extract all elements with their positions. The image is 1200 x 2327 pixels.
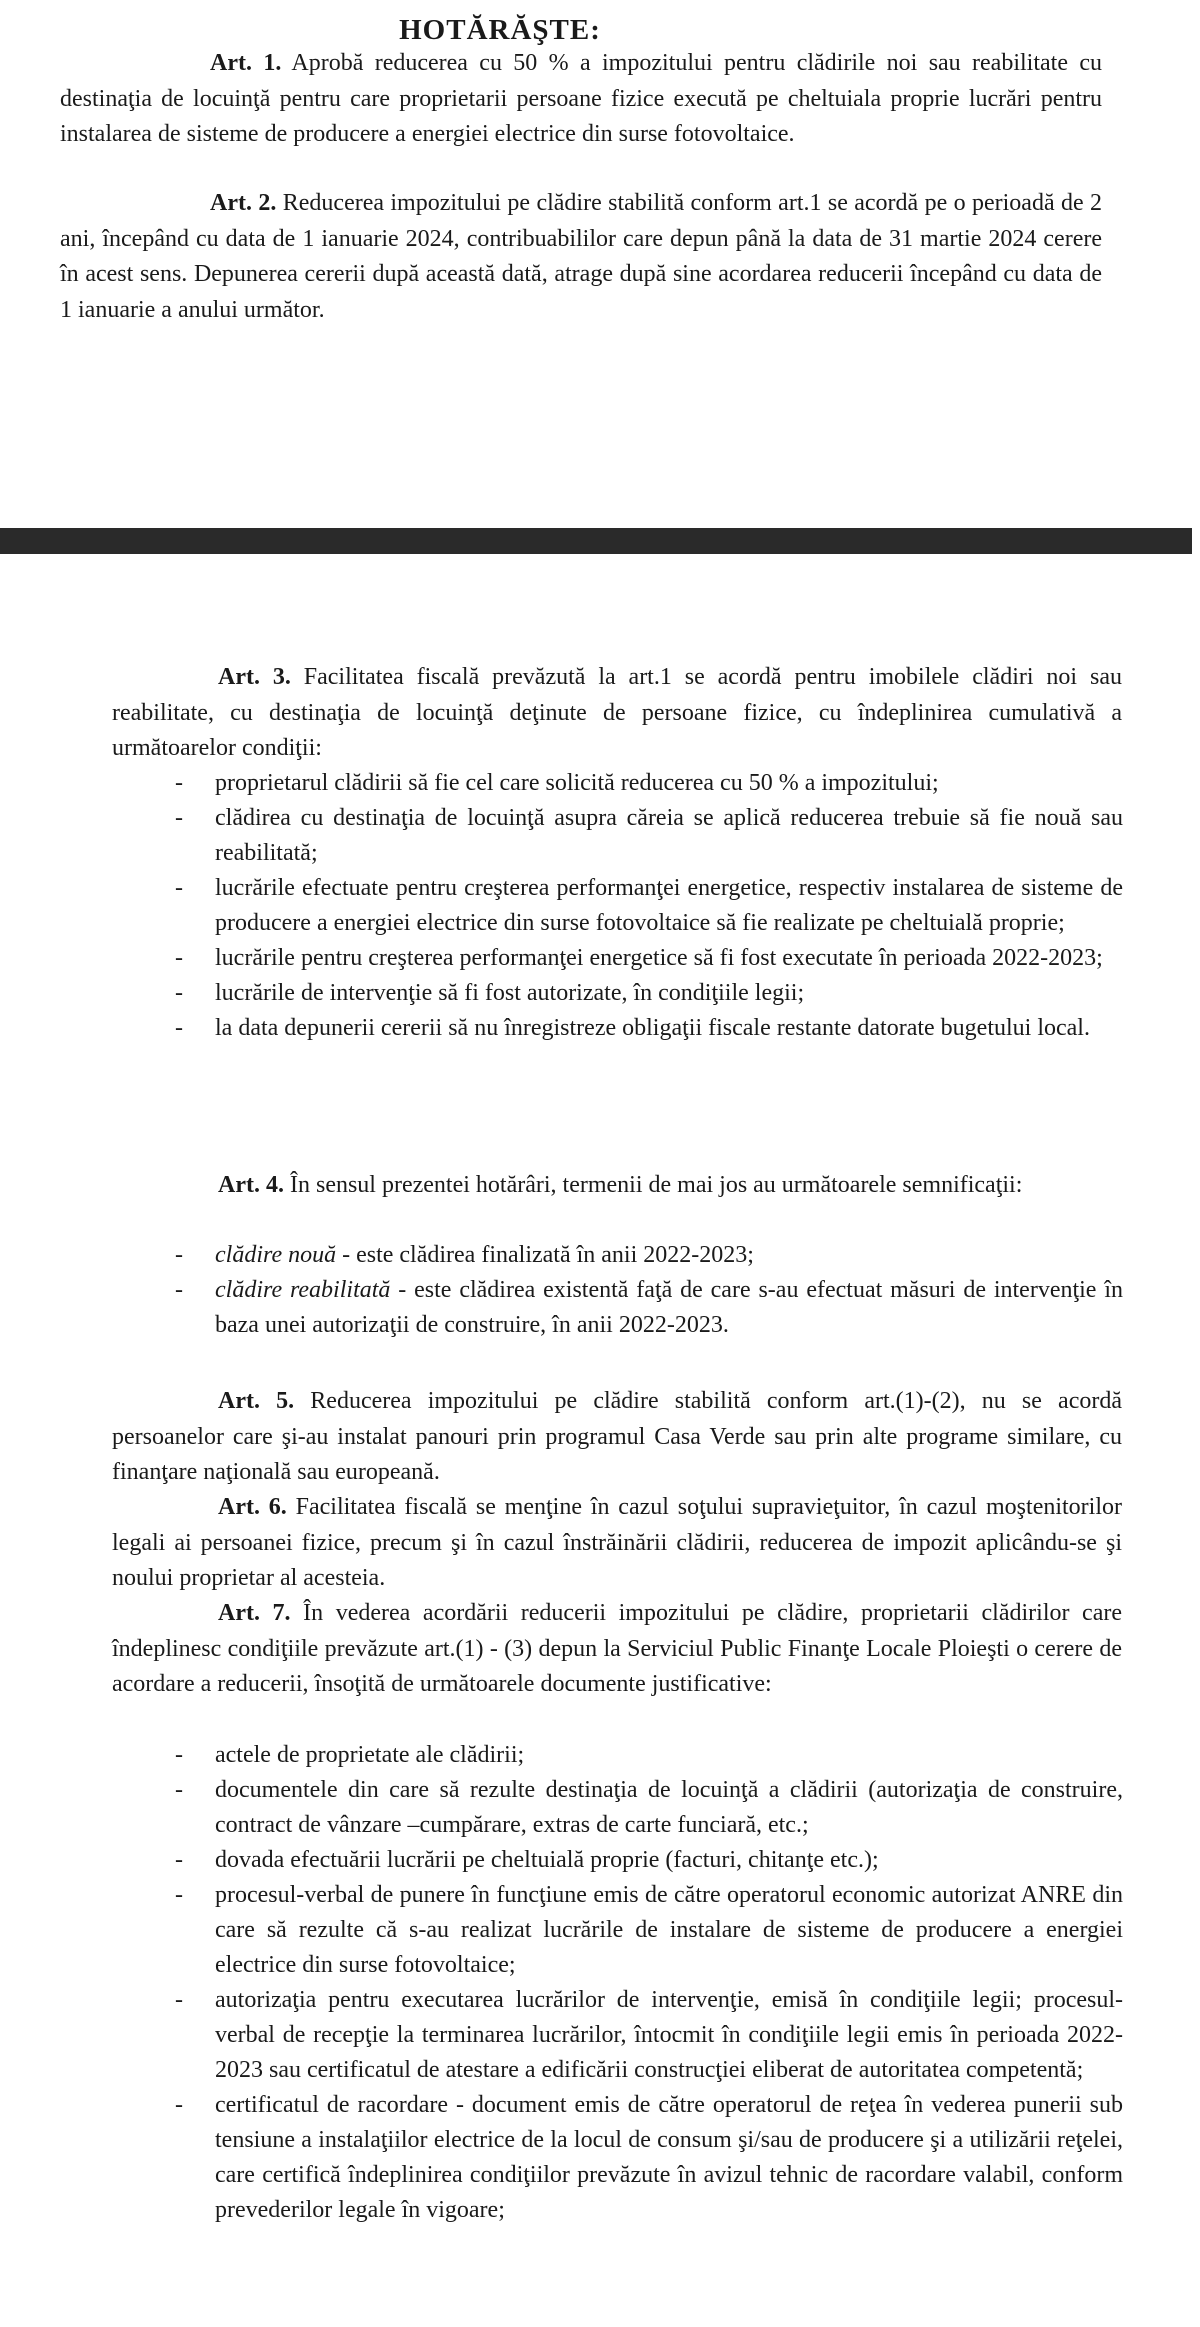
article-6-label: Art. 6.: [218, 1494, 287, 1520]
page-fragment-top: [0, 0, 1200, 520]
article-5: [112, 1384, 1122, 1491]
list-item: - proprietarul clădirii să fie cel care solicită reducerea cu 50 % a impozitului;: [175, 766, 1123, 801]
definition-text: - este clădirea existentă faţă de care s-au efectuat măsuri de intervenţie în baza unei autorizaţii de construire, în anii 2022-2023.: [215, 1277, 1124, 1338]
article-1-text: Aprobă reducerea cu 50 % a impozitului pentru clădirile noi sau reabilitate cu destinaţia de locuinţă pentru care proprietarii persoane fizice execută pe cheltuiala proprie lucrări pentru instalarea de sisteme de producere a energiei electrice din surse fotovoltaice.: [60, 50, 1102, 147]
term-cladire-reabilitata: clădire reabilitată: [215, 1277, 391, 1303]
article-1: [60, 46, 1102, 153]
list-item: [175, 1238, 1123, 1273]
article-5-text: Reducerea impozitului pe clădire stabilită conform art.(1)-(2), nu se acordă persoanelor care şi-au instalat panouri prin programul Casa Verde sau prin alte programe similare, cu finanţare naţională sau europeană.: [112, 1388, 1123, 1485]
list-item: - lucrările efectuate pentru creşterea performanţei energetice, respectiv instalarea de sisteme de producere a energiei electrice din surse fotovoltaice să fie realizate pe cheltuială proprie;: [175, 871, 1123, 941]
article-7-label: Art. 7.: [218, 1600, 291, 1626]
article-3: [112, 660, 1122, 767]
list-item: [175, 1273, 1123, 1343]
article-4-definitions: [175, 1238, 1123, 1343]
definition-text: - este clădirea finalizată în anii 2022-2023;: [336, 1242, 754, 1268]
list-item: - actele de proprietate ale clădirii;: [175, 1738, 1123, 1773]
article-2: [60, 186, 1102, 328]
term-cladire-noua: clădire nouă: [215, 1242, 337, 1268]
article-7-documents: [175, 1738, 1123, 2228]
article-1-label: Art. 1.: [210, 50, 282, 76]
article-7: [112, 1596, 1122, 1703]
article-4-text: În sensul prezentei hotărâri, termenii de mai jos au următoarele semnificaţii:: [289, 1172, 1023, 1198]
list-item: - procesul-verbal de punere în funcţiune emis de către operatorul economic autorizat ANRE din care să rezulte că s-au realizat lucrările de instalare de sisteme de producere a energiei electrice din surse fotovoltaice;: [175, 1878, 1123, 1983]
list-item: - dovada efectuării lucrării pe cheltuială proprie (facturi, chitanţe etc.);: [175, 1843, 1123, 1878]
article-3-text: Facilitatea fiscală prevăzută la art.1 se acordă pentru imobilele clădiri noi sau reabilitate, cu destinaţia de locuinţă deţinute de persoane fizice, cu îndeplinirea cumulativă a următoarelor condiţii:: [112, 664, 1122, 761]
article-2-label: Art. 2.: [210, 190, 277, 216]
article-6: [112, 1490, 1122, 1597]
article-3-conditions: [175, 766, 1123, 1046]
article-6-text: Facilitatea fiscală se menţine în cazul soţului supravieţuitor, în cazul moştenitorilor legali ai persoanei fizice, precum şi în cazul înstrăinării clădirii, reducerea de impozit aplicându-se şi noului proprietar al acesteia.: [112, 1494, 1122, 1591]
article-2-text: Reducerea impozitului pe clădire stabilită conform art.1 se acordă pe o perioadă de 2 ani, începând cu data de 1 ianuarie 2024, contribuabililor care depun până la data de 31 martie 2024 cerere în acest sens. Depunerea cererii după această dată, atrage după sine acordarea reducerii începând cu data de 1 ianuarie a anului următor.: [60, 190, 1103, 323]
list-item: - clădirea cu destinaţia de locuinţă asupra căreia se aplică reducerea trebuie să fie nouă sau reabilitată;: [175, 801, 1123, 871]
article-3-label: Art. 3.: [218, 664, 291, 690]
list-item: - lucrările de intervenţie să fi fost autorizate, în condiţiile legii;: [175, 976, 1123, 1011]
page-separator: [0, 528, 1192, 554]
article-4: [112, 1168, 1122, 1204]
list-item: - lucrările pentru creşterea performanţei energetice să fi fost executate în perioada 2022-2023;: [175, 941, 1123, 976]
article-4-label: Art. 4.: [218, 1172, 284, 1198]
list-item: - certificatul de racordare - document emis de către operatorul de reţea în vederea punerii sub tensiune a instalaţiilor electrice de la locul de consum şi/sau de producere şi a utilizării reţelei, care certifică îndeplinirea condiţiilor prevăzute în avizul tehnic de racordare valabil, conform prevederilor legale în vigoare;: [175, 2088, 1123, 2228]
document-title: HOTĂRĂŞTE:: [399, 14, 601, 46]
list-item: - autorizaţia pentru executarea lucrărilor de intervenţie, emisă în condiţiile legii; procesul-verbal de recepţie la terminarea lucrărilor, întocmit în condiţiile legii emis în perioada 2022-2023 sau certificatul de atestare a edificării construcţiei eliberat de autoritatea competentă;: [175, 1983, 1123, 2088]
article-5-label: Art. 5.: [218, 1388, 295, 1414]
list-item: - la data depunerii cererii să nu înregistreze obligaţii fiscale restante datorate bugetului local.: [175, 1011, 1123, 1046]
article-7-text: În vederea acordării reducerii impozitului pe clădire, proprietarii clădirilor care îndeplinesc condiţiile prevăzute art.(1) - (3) depun la Serviciul Public Finanţe Locale Ploieşti o cerere de acordare a reducerii, însoţită de următoarele documente justificative:: [112, 1600, 1123, 1697]
list-item: - documentele din care să rezulte destinaţia de locuinţă a clădirii (autorizaţia de construire, contract de vânzare –cumpărare, extras de carte funciară, etc.;: [175, 1773, 1123, 1843]
